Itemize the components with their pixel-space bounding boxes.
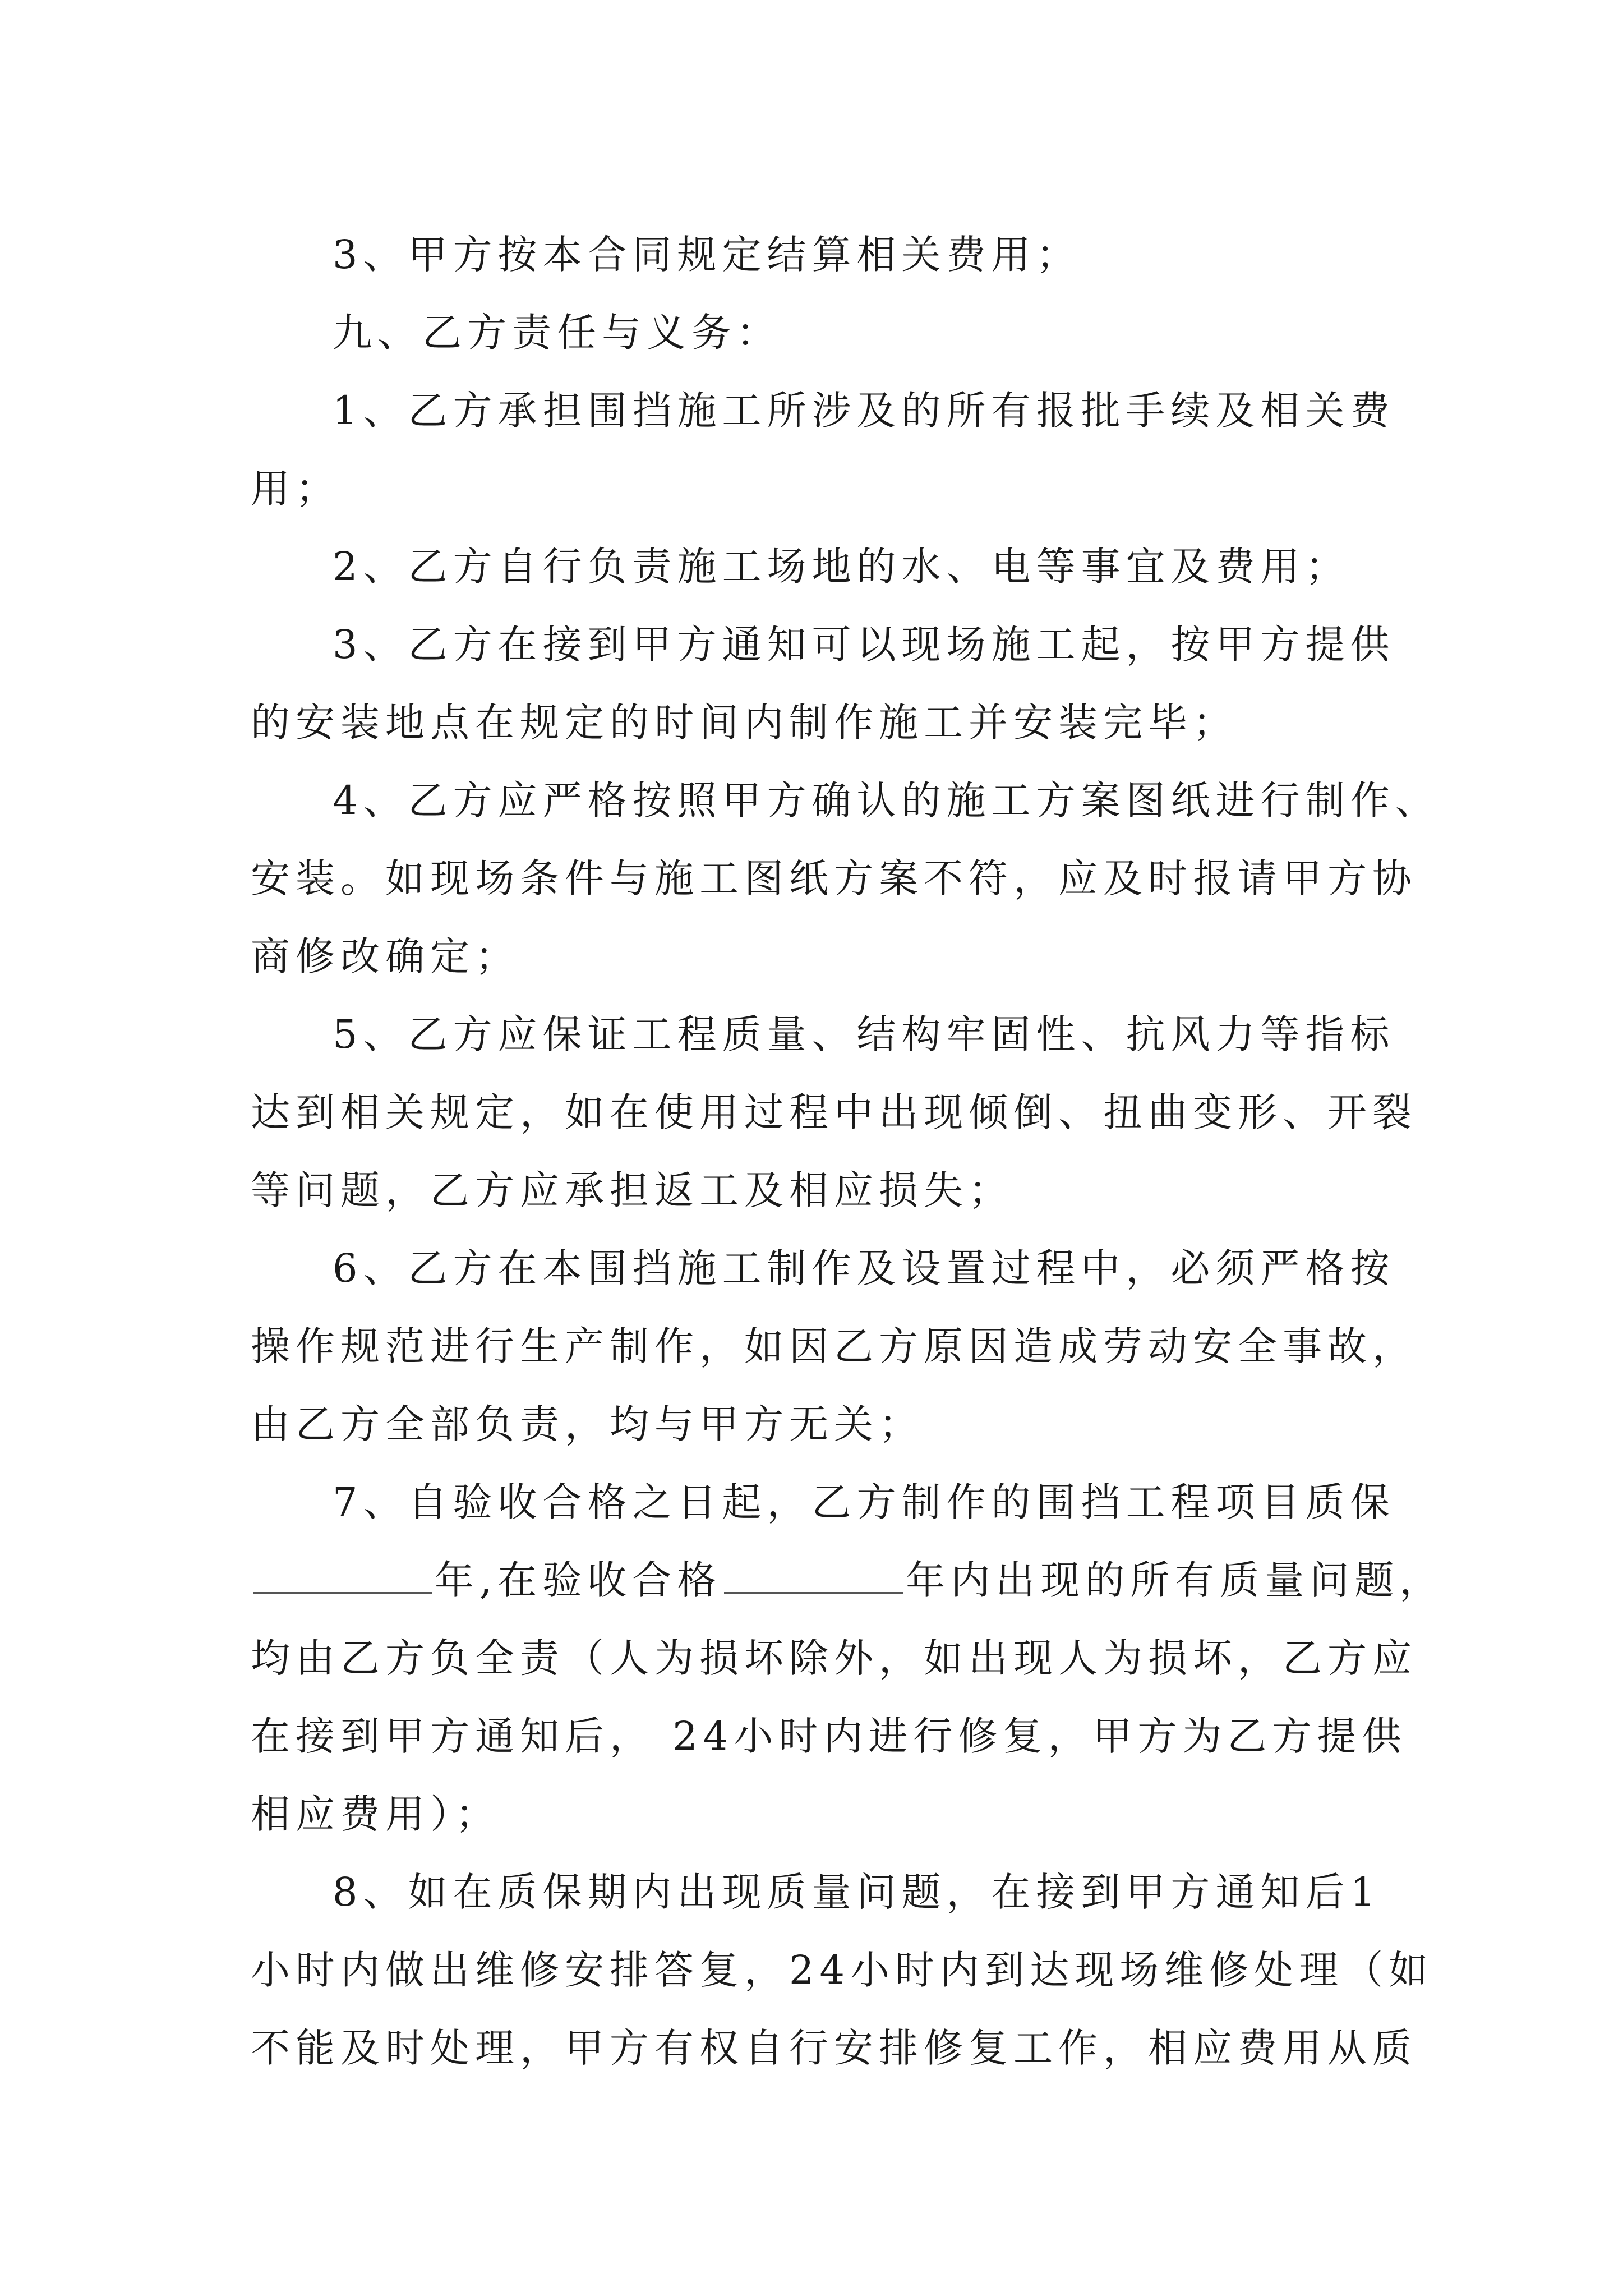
paragraph-line: 操作规范进行生产制作，如因乙方原因造成劳动安全事故， — [251, 1323, 1417, 1369]
fill-in-blank — [253, 1588, 432, 1594]
paragraph-line: 7、自验收合格之日起，乙方制作的围挡工程项目质保 — [333, 1479, 1395, 1525]
paragraph-line: 均由乙方负全责（人为损坏除外，如出现人为损坏，乙方应 — [251, 1635, 1417, 1681]
paragraph-line: 1、乙方承担围挡施工所涉及的所有报批手续及相关费 — [333, 388, 1395, 434]
paragraph-line: 6、乙方在本围挡施工制作及设置过程中，必须严格按 — [333, 1245, 1395, 1291]
paragraph-line: 2、乙方自行负责施工场地的水、电等事宜及费用； — [333, 544, 1350, 590]
paragraph-line: 由乙方全部负责，均与甲方无关； — [251, 1401, 924, 1447]
paragraph-line: 的安装地点在规定的时间内制作施工并安装完毕； — [251, 700, 1238, 746]
text-fragment: 年,在验收合格 — [435, 1557, 722, 1603]
paragraph-line: 达到相关规定，如在使用过程中出现倾倒、扭曲变形、开裂 — [251, 1089, 1417, 1135]
document-body — [251, 216, 1445, 2087]
paragraph-line: 3、甲方按本合同规定结算相关费用； — [333, 232, 1081, 278]
paragraph-line: 等问题，乙方应承担返工及相应损失； — [251, 1167, 1013, 1213]
paragraph-line: 3、乙方在接到甲方通知可以现场施工起，按甲方提供 — [333, 622, 1395, 668]
paragraph-line: 商修改确定； — [251, 933, 520, 979]
paragraph-line: 5、乙方应保证工程质量、结构牢固性、抗风力等指标 — [333, 1011, 1395, 1057]
section-heading: 九、乙方责任与义务： — [333, 310, 781, 356]
paragraph-line: 不能及时处理，甲方有权自行安排修复工作，相应费用从质 — [251, 2025, 1417, 2071]
paragraph-line: 安装。如现场条件与施工图纸方案不符，应及时报请甲方协 — [251, 855, 1417, 901]
paragraph-line-with-blanks — [251, 1542, 1445, 1619]
paragraph-line: 小时内做出维修安排答复，24小时内到达现场维修处理（如 — [251, 1947, 1434, 1993]
paragraph-line: 4、乙方应严格按照甲方确认的施工方案图纸进行制作、 — [333, 777, 1440, 823]
fill-in-blank — [724, 1588, 903, 1594]
paragraph-line: 用； — [251, 466, 340, 512]
text-fragment: 年内出现的所有质量问题， — [906, 1557, 1445, 1603]
paragraph-line: 8、如在质保期内出现质量问题，在接到甲方通知后1 — [333, 1869, 1381, 1915]
paragraph-line: 在接到甲方通知后， 24小时内进行修复，甲方为乙方提供 — [251, 1713, 1407, 1759]
paragraph-line: 相应费用）； — [251, 1791, 500, 1837]
